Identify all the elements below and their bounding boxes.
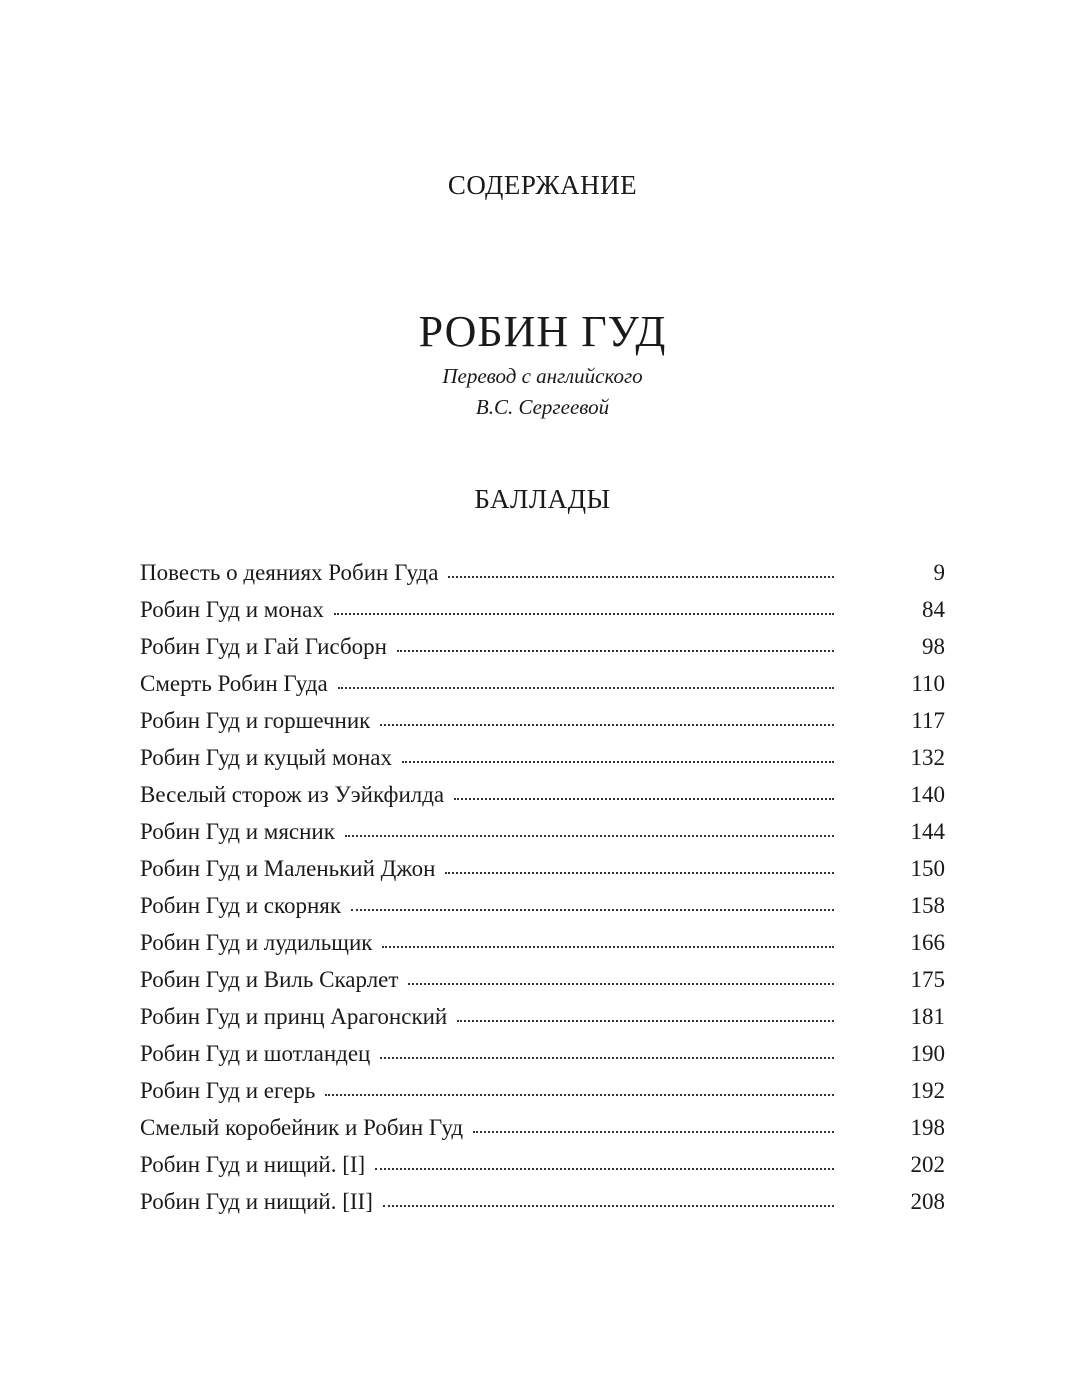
dot-leader <box>382 945 834 948</box>
dot-leader <box>454 797 834 800</box>
toc-entry[interactable] <box>140 998 945 1035</box>
toc-entry-title: Робин Гуд и нищий. [II] <box>140 1189 373 1214</box>
dot-leader <box>457 1019 834 1022</box>
toc-entry[interactable] <box>140 1109 945 1146</box>
toc-entry-page: 150 <box>910 856 945 881</box>
toc-entry-page: 144 <box>910 819 945 844</box>
toc-entry[interactable] <box>140 813 945 850</box>
toc-entry-page: 140 <box>910 782 945 807</box>
toc-entry[interactable] <box>140 554 945 591</box>
toc-entry[interactable] <box>140 591 945 628</box>
dot-leader <box>383 1204 834 1207</box>
toc-entry-page: 208 <box>910 1189 945 1214</box>
toc-entry-title: Смелый коробейник и Робин Гуд <box>140 1115 464 1140</box>
dot-leader <box>397 649 834 652</box>
dot-leader <box>338 686 834 689</box>
toc-entry-title: Робин Гуд и нищий. [I] <box>140 1152 366 1177</box>
toc-entry-page: 98 <box>922 634 945 659</box>
toc-entry-page: 192 <box>910 1078 945 1103</box>
toc-entry[interactable] <box>140 924 945 961</box>
toc-entry-page: 198 <box>910 1115 945 1140</box>
toc-entry[interactable] <box>140 1072 945 1109</box>
toc-entry-title: Смерть Робин Гуда <box>140 671 328 696</box>
toc-entry[interactable] <box>140 776 945 813</box>
dot-leader <box>380 1056 834 1059</box>
book-title: РОБИН ГУД <box>418 307 667 356</box>
toc-entry[interactable] <box>140 961 945 998</box>
toc-entry-title: Робин Гуд и монах <box>140 597 324 622</box>
toc-entry-title: Робин Гуд и шотландец <box>140 1041 371 1066</box>
toc-entry[interactable] <box>140 702 945 739</box>
toc-entry-title: Веселый сторож из Уэйкфилда <box>140 782 445 807</box>
toc-entry-title: Робин Гуд и Маленький Джон <box>140 856 436 881</box>
page-heading: СОДЕРЖАНИЕ <box>447 170 638 200</box>
toc-entry-title: Робин Гуд и мясник <box>140 819 335 844</box>
dot-leader <box>408 982 834 985</box>
toc-entry[interactable] <box>140 739 945 776</box>
toc-entry-title: Робин Гуд и Виль Скарлет <box>140 967 399 992</box>
dot-leader <box>334 612 834 615</box>
toc-entry-page: 181 <box>910 1004 945 1029</box>
dot-leader <box>351 908 834 911</box>
toc-entry[interactable] <box>140 628 945 665</box>
toc-entry-title: Робин Гуд и куцый монах <box>140 745 393 770</box>
toc-entry-page: 158 <box>910 893 945 918</box>
toc-entry[interactable] <box>140 1035 945 1072</box>
toc-entry[interactable] <box>140 850 945 887</box>
toc-entry-page: 175 <box>910 967 945 992</box>
toc-entry-title: Робин Гуд и лудильщик <box>140 930 373 955</box>
toc-entry-page: 84 <box>922 597 945 622</box>
dot-leader <box>402 760 834 763</box>
dot-leader <box>445 871 834 874</box>
dot-leader <box>473 1130 834 1133</box>
dot-leader <box>325 1093 834 1096</box>
toc-entry-title: Робин Гуд и скорняк <box>140 893 342 918</box>
dot-leader <box>375 1167 834 1170</box>
toc-entry-title: Робин Гуд и горшечник <box>140 708 371 733</box>
toc-entry-page: 117 <box>911 708 945 733</box>
table-of-contents <box>140 554 945 1220</box>
dot-leader <box>345 834 834 837</box>
toc-entry[interactable] <box>140 887 945 924</box>
toc-entry-page: 202 <box>910 1152 945 1177</box>
toc-entry[interactable] <box>140 665 945 702</box>
toc-entry-title: Робин Гуд и Гай Гисборн <box>140 634 387 659</box>
toc-entry-page: 132 <box>910 745 945 770</box>
section-title: БАЛЛАДЫ <box>474 484 611 514</box>
toc-entry-title: Повесть о деяниях Робин Гуда <box>140 560 439 585</box>
subtitle-translator: В.С. Сергеевой <box>475 395 610 419</box>
toc-entry-page: 110 <box>911 671 945 696</box>
toc-entry[interactable] <box>140 1183 945 1220</box>
subtitle-translation: Перевод с английского <box>442 364 643 388</box>
toc-entry-page: 190 <box>910 1041 945 1066</box>
dot-leader <box>380 723 834 726</box>
toc-entry-page: 9 <box>933 560 945 585</box>
dot-leader <box>448 575 834 578</box>
toc-entry[interactable] <box>140 1146 945 1183</box>
toc-entry-title: Робин Гуд и егерь <box>140 1078 316 1103</box>
toc-entry-title: Робин Гуд и принц Арагонский <box>140 1004 448 1029</box>
toc-entry-page: 166 <box>910 930 945 955</box>
